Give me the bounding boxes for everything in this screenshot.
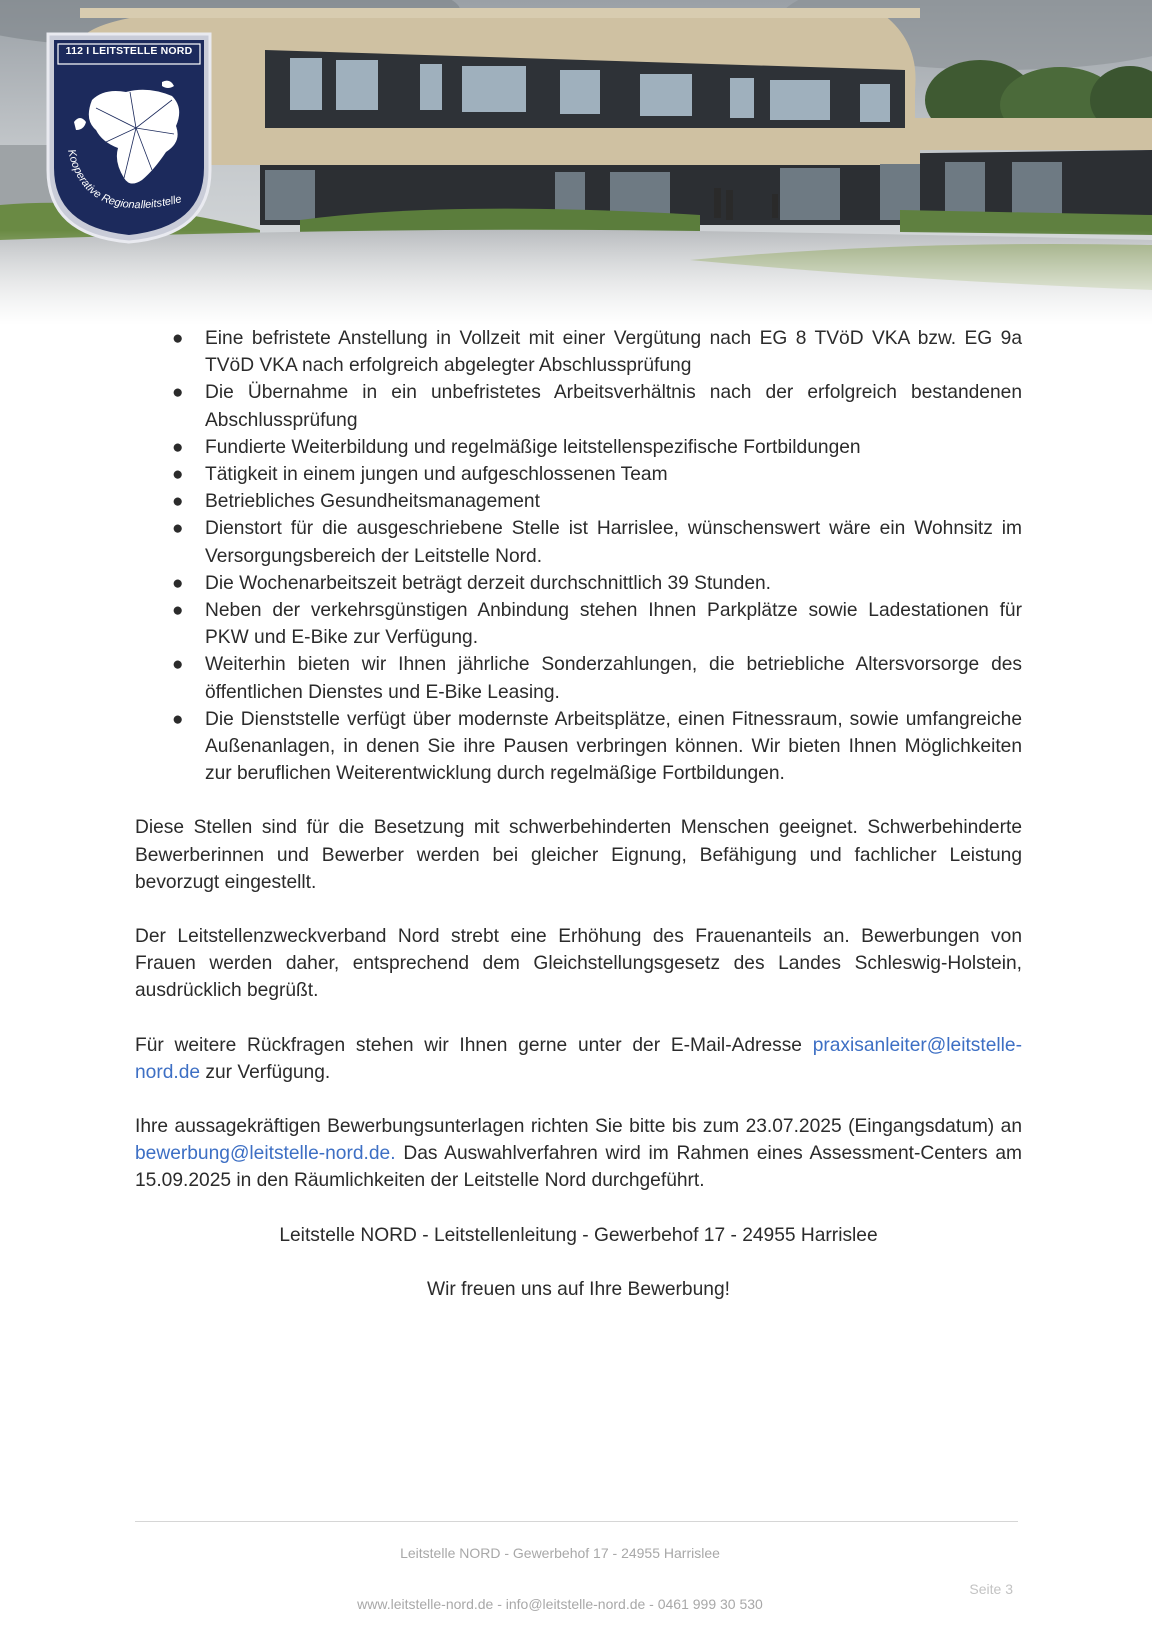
bullet-icon: ● — [172, 708, 184, 730]
bullet-icon: ● — [172, 382, 184, 404]
list-item: ● Betriebliches Gesundheitsmanagement — [135, 488, 1022, 515]
list-item: ● Die Wochenarbeitszeit beträgt derzeit durchschnittlich 39 Stunden. — [135, 570, 1022, 597]
bullet-icon: ● — [172, 464, 184, 486]
list-item: ● Dienstort für die ausgeschriebene Stelle ist Harrislee, wünschenswert wäre ein Wohnsitz im Versorgungsbereich der Leitstelle Nord. — [135, 515, 1022, 569]
address-line: Leitstelle NORD - Leitstellenleitung - Gewerbehof 17 - 24955 Harrislee — [279, 1224, 878, 1246]
page-number: Seite 3 — [969, 1581, 1013, 1597]
women-paragraph: Der Leitstellenzweckverband Nord strebt eine Erhöhung des Frauenanteils an. Bewerbungen von Frauen werden daher, entsprechend dem Gleichstellungsgesetz des Landes Schleswig-Holstein, ausdrücklich begrüßt. — [135, 926, 1022, 1002]
list-item: ● Tätigkeit in einem jungen und aufgeschlossenen Team — [135, 461, 1022, 488]
bullet-icon: ● — [172, 654, 184, 676]
bullet-icon: ● — [172, 436, 184, 458]
bullet-icon: ● — [172, 600, 184, 622]
apply-paragraph: Ihre aussagekräftigen Bewerbungsunterlagen richten Sie bitte bis zum 23.07.2025 (Eingangsdatum) an bewerbung@leitstelle-nord.de. Das Auswahlverfahren wird im Rahmen eines Assessment-Centers am 15.09.2025 in den Räumlichkeiten der Leitstelle Nord durchgeführt. — [135, 1116, 1022, 1192]
list-item: ● Neben der verkehrsgünstigen Anbindung stehen Ihnen Parkplätze sowie Ladestationen für PKW und E-Bike zur Verfügung. — [135, 597, 1022, 651]
logo-subtitle — [44, 30, 214, 245]
bullet-icon: ● — [172, 328, 184, 349]
praxisanleiter-email-link[interactable]: praxisanleiter@leitstelle-nord.de — [135, 1034, 1022, 1083]
list-item: ● Fundierte Weiterbildung und regelmäßige leitstellenspezifische Fortbildungen — [135, 434, 1022, 461]
logo-title: 112 I LEITSTELLE NORD — [65, 45, 193, 57]
closing-line: Wir freuen uns auf Ihre Bewerbung! — [427, 1278, 730, 1300]
bullet-icon: ● — [172, 572, 184, 594]
footer-contact: www.leitstelle-nord.de - info@leitstelle-nord.de - 0461 999 30 530 — [357, 1596, 763, 1612]
bullet-icon: ● — [172, 518, 184, 540]
bewerbung-email-link[interactable]: bewerbung@leitstelle-nord.de. — [135, 1143, 396, 1165]
list-item: ● Die Übernahme in ein unbefristetes Arbeitsverhältnis nach der erfolgreich bestandenen Abschlussprüfung — [135, 379, 1022, 433]
list-item: ● Weiterhin bieten wir Ihnen jährliche Sonderzahlungen, die betriebliche Altersvorsorge des öffentlichen Dienstes und E-Bike Leasing. — [135, 651, 1022, 705]
header-photo — [0, 0, 1152, 325]
list-item: ● Eine befristete Anstellung in Vollzeit mit einer Vergütung nach EG 8 TVöD VKA bzw. EG 9a TVöD VKA nach erfolgreich abgelegter Abschlussprüfung — [135, 325, 1022, 379]
footer-divider — [135, 1521, 1018, 1522]
logo — [44, 30, 214, 245]
disability-paragraph: Diese Stellen sind für die Besetzung mit schwerbehinderten Menschen geeignet. Schwerbehinderte Bewerberinnen und Bewerber werden bei gleicher Eignung, Befähigung und fachlicher Leistung bevorzugt eingestellt. — [135, 817, 1022, 893]
list-item: ● Die Dienststelle verfügt über modernste Arbeitsplätze, einen Fitnessraum, sowie umfangreiche Außenanlagen, in denen Sie ihre Pausen verbringen können. Wir bieten Ihnen Möglichkeiten zur beruflichen Weiterentwicklung durch regelmäßige Fortbildungen. — [135, 706, 1022, 788]
bullet-icon: ● — [172, 491, 184, 513]
footer-address: Leitstelle NORD - Gewerbehof 17 - 24955 Harrislee — [400, 1545, 720, 1561]
svg-text:Kooperative Regionalleitstelle: Kooperative Regionalleitstelle — [65, 148, 183, 212]
questions-paragraph: Für weitere Rückfragen stehen wir Ihnen gerne unter der E-Mail-Adresse praxisanleiter@leitstelle-nord.de zur Verfügung. — [135, 1034, 1022, 1083]
main-content — [135, 325, 1022, 1303]
benefits-list — [135, 325, 1022, 787]
